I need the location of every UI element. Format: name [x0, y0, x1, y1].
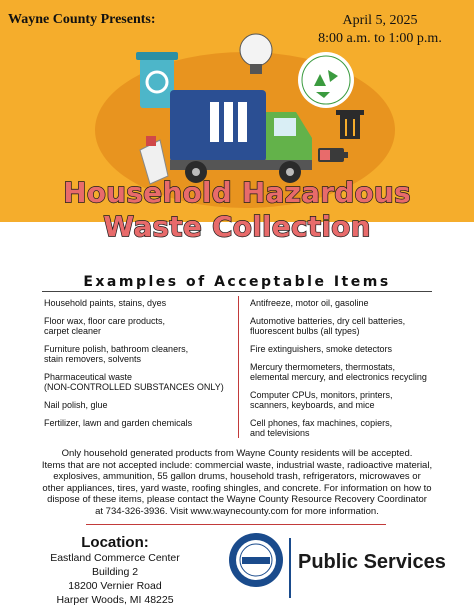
list-item-line: Furniture polish, bathroom cleaners, — [44, 344, 189, 354]
list-item-line: and televisions — [250, 428, 310, 438]
list-item-line: carpet cleaner — [44, 326, 102, 336]
title-line-2: Waste Collection — [103, 210, 371, 243]
list-item — [44, 418, 230, 428]
recycle-icon — [298, 52, 354, 108]
list-item — [44, 298, 230, 308]
list-item-line: elemental mercury, and electronics recycling — [250, 372, 427, 382]
event-date: April 5, 2025 — [342, 13, 418, 28]
right-items-list — [250, 298, 460, 446]
presenter-text: Wayne County Presents: — [8, 12, 156, 27]
list-item-line: Antifreeze, motor oil, gasoline — [250, 298, 369, 308]
department-name: Public Services — [298, 551, 446, 573]
location-line: Eastland Commerce Center — [50, 552, 180, 564]
list-item-line: fluorescent bulbs (all types) — [250, 326, 360, 336]
examples-heading: Examples of Acceptable Items — [83, 274, 391, 290]
location-line: 18200 Vernier Road — [68, 580, 162, 592]
list-item-line: Fertilizer, lawn and garden chemicals — [44, 418, 193, 428]
list-item — [44, 316, 230, 336]
list-item-line: Automotive batteries, dry cell batteries, — [250, 316, 406, 326]
title-line-1: Household Hazardous — [63, 176, 411, 209]
notice-line: Items that are not accepted include: commercial waste, industrial waste, radioactive material, — [41, 459, 433, 471]
location-line: Harper Woods, MI 48225 — [56, 594, 174, 606]
notice-line: Only household generated products from Wayne County residents will be accepted. — [61, 448, 413, 459]
page-title — [0, 176, 474, 244]
location-line: Building 2 — [91, 566, 139, 578]
event-time: 8:00 a.m. to 1:00 p.m. — [318, 31, 442, 46]
list-item-line: Nail polish, glue — [44, 400, 108, 410]
notice-line: at 734-326-3936. Visit www.waynecounty.com for more information. — [95, 505, 379, 517]
list-item — [250, 362, 460, 382]
list-item-line: scanners, keyboards, and mice — [250, 400, 375, 410]
heading-rule — [42, 291, 432, 292]
logo-divider — [289, 538, 291, 598]
notice-line: other appliances, tires, yard waste, roofing shingles, and concrete. For information on how to — [42, 482, 432, 494]
list-item-line: Pharmaceutical waste — [44, 372, 133, 382]
trash-can-icon — [336, 110, 364, 139]
list-item-line: Household paints, stains, dyes — [44, 298, 167, 308]
list-item-line: Floor wax, floor care products, — [44, 316, 166, 326]
county-seal-logo — [228, 532, 284, 588]
list-item-line: Cell phones, fax machines, copiers, — [250, 418, 393, 428]
acceptance-notice — [26, 448, 448, 518]
list-item — [250, 298, 460, 308]
list-item — [250, 390, 460, 410]
list-item — [44, 400, 230, 410]
column-divider — [238, 296, 239, 438]
list-item — [250, 316, 460, 336]
notice-line: dispose of these items, please contact the Wayne County Resource Recovery Coordinator — [47, 494, 427, 506]
list-item-line: (NON-CONTROLLED SUBSTANCES ONLY) — [44, 382, 224, 392]
list-item — [44, 344, 230, 364]
notice-line: explosives, ammunition, 55 gallon drums, household trash, refrigerators, microwaves or — [53, 471, 421, 483]
battery-icon — [318, 148, 348, 162]
bottom-rule — [86, 524, 386, 525]
list-item — [250, 344, 460, 354]
location-heading: Location: — [81, 534, 149, 551]
list-item-line: stain removers, solvents — [44, 354, 142, 364]
event-date-time — [300, 12, 460, 48]
list-item-line: Computer CPUs, monitors, printers, — [250, 390, 393, 400]
list-item-line: Mercury thermometers, thermostats, — [250, 362, 396, 372]
list-item — [44, 372, 230, 392]
list-item-line: Fire extinguishers, smoke detectors — [250, 344, 393, 354]
left-items-list — [44, 298, 230, 436]
list-item — [250, 418, 460, 438]
